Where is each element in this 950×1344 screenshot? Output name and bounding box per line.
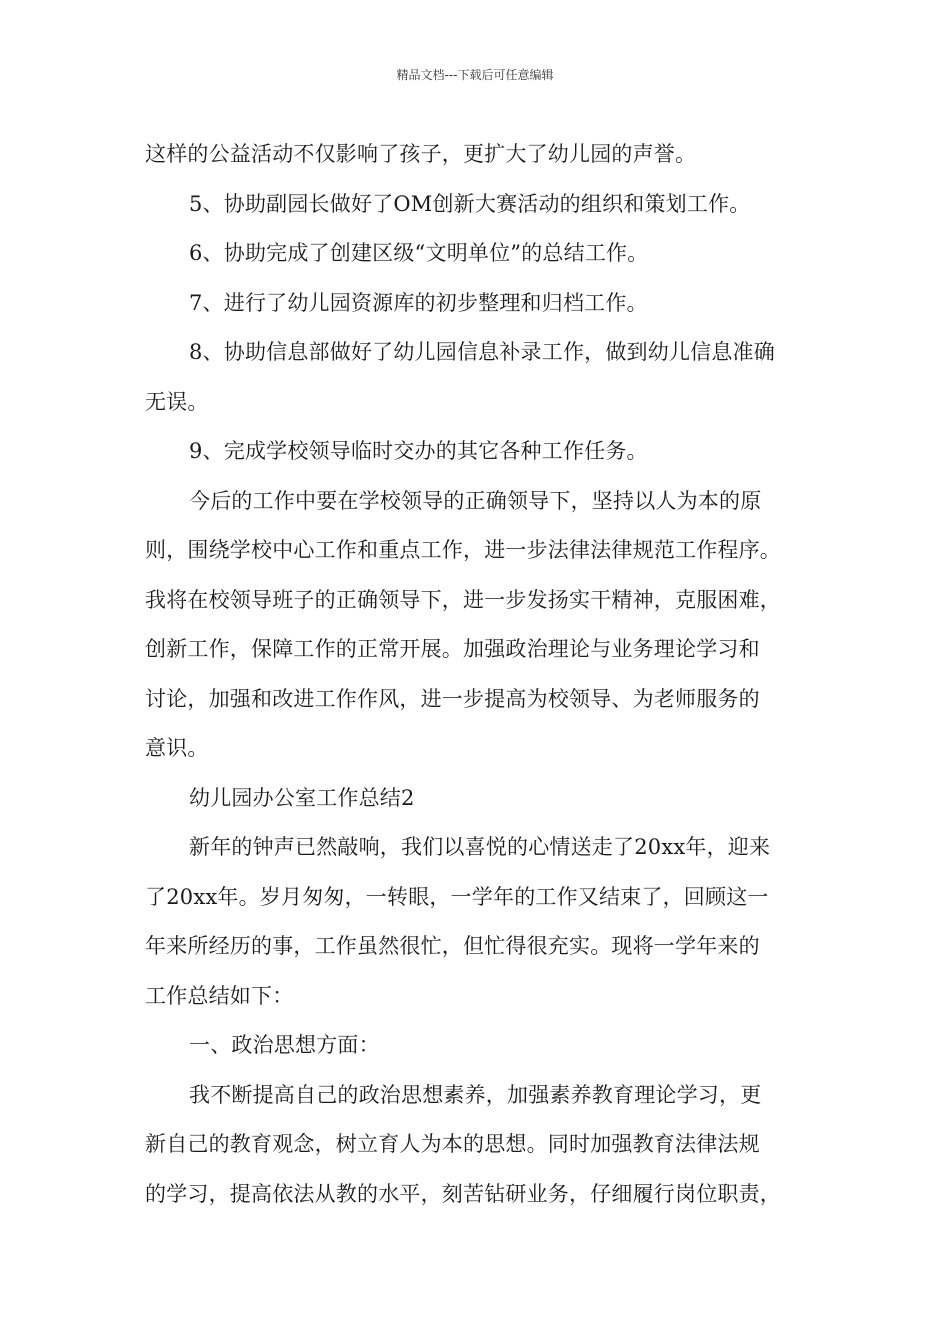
text-line: 5、协助副园长做好了OM创新大赛活动的组织和策划工作。 bbox=[189, 191, 751, 216]
text-line: 6、协助完成了创建区级“文明单位”的总结工作。 bbox=[189, 241, 649, 265]
text-line: 8、协助信息部做好了幼儿园信息补录工作，做到幼儿信息准确 bbox=[189, 340, 775, 364]
text-line: 了20xx年。岁月匆匆，一转眼，一学年的工作又结束了，回顾这一 bbox=[145, 884, 769, 909]
text-line: 创新工作，保障工作的正常开展。加强政治理论与业务理论学习和 bbox=[145, 637, 760, 661]
text-line: 9、完成学校领导临时交办的其它各种工作任务。 bbox=[189, 439, 648, 463]
text-line: 今后的工作中要在学校领导的正确领导下，坚持以人为本的原 bbox=[189, 488, 762, 513]
text-line: 新自己的教育观念，树立育人为本的思想。同时加强教育法律法规 bbox=[145, 1132, 760, 1156]
text-line: 我将在校领导班子的正确领导下，进一步发扬实干精神，克服困难， bbox=[145, 587, 781, 612]
text-line: 意识。 bbox=[145, 736, 209, 760]
text-line: 幼儿园办公室工作总结2 bbox=[189, 785, 415, 810]
text-line: 则，围绕学校中心工作和重点工作，进一步法律法律规范工作程序。 bbox=[145, 538, 781, 562]
text-line: 工作总结如下： bbox=[145, 983, 294, 1008]
document-body bbox=[145, 130, 825, 1219]
text-line: 无误。 bbox=[145, 389, 209, 414]
text-line: 的学习，提高依法从教的水平，刻苦钻研业务，仔细履行岗位职责， bbox=[145, 1181, 781, 1206]
text-line: 7、进行了幼儿园资源库的初步整理和归档工作。 bbox=[189, 290, 648, 315]
text-line: 年来所经历的事，工作虽然很忙，但忙得很充实。现将一学年来的 bbox=[145, 934, 760, 958]
text-line: 我不断提高自己的政治思想素养，加强素养教育理论学习，更 bbox=[189, 1082, 762, 1107]
text-line: 这样的公益活动不仅影响了孩子，更扩大了幼儿园的声誉。 bbox=[145, 142, 697, 166]
text-line: 新年的钟声已然敲响，我们以喜悦的心情送走了20xx年，迎来 bbox=[189, 835, 771, 859]
text-line: 讨论，加强和改进工作作风，进一步提高为校领导、为老师服务的 bbox=[145, 686, 760, 711]
text-line: 一、政治思想方面： bbox=[189, 1033, 380, 1057]
page-header: 精品文档---下载后可任意编辑 bbox=[396, 68, 554, 82]
